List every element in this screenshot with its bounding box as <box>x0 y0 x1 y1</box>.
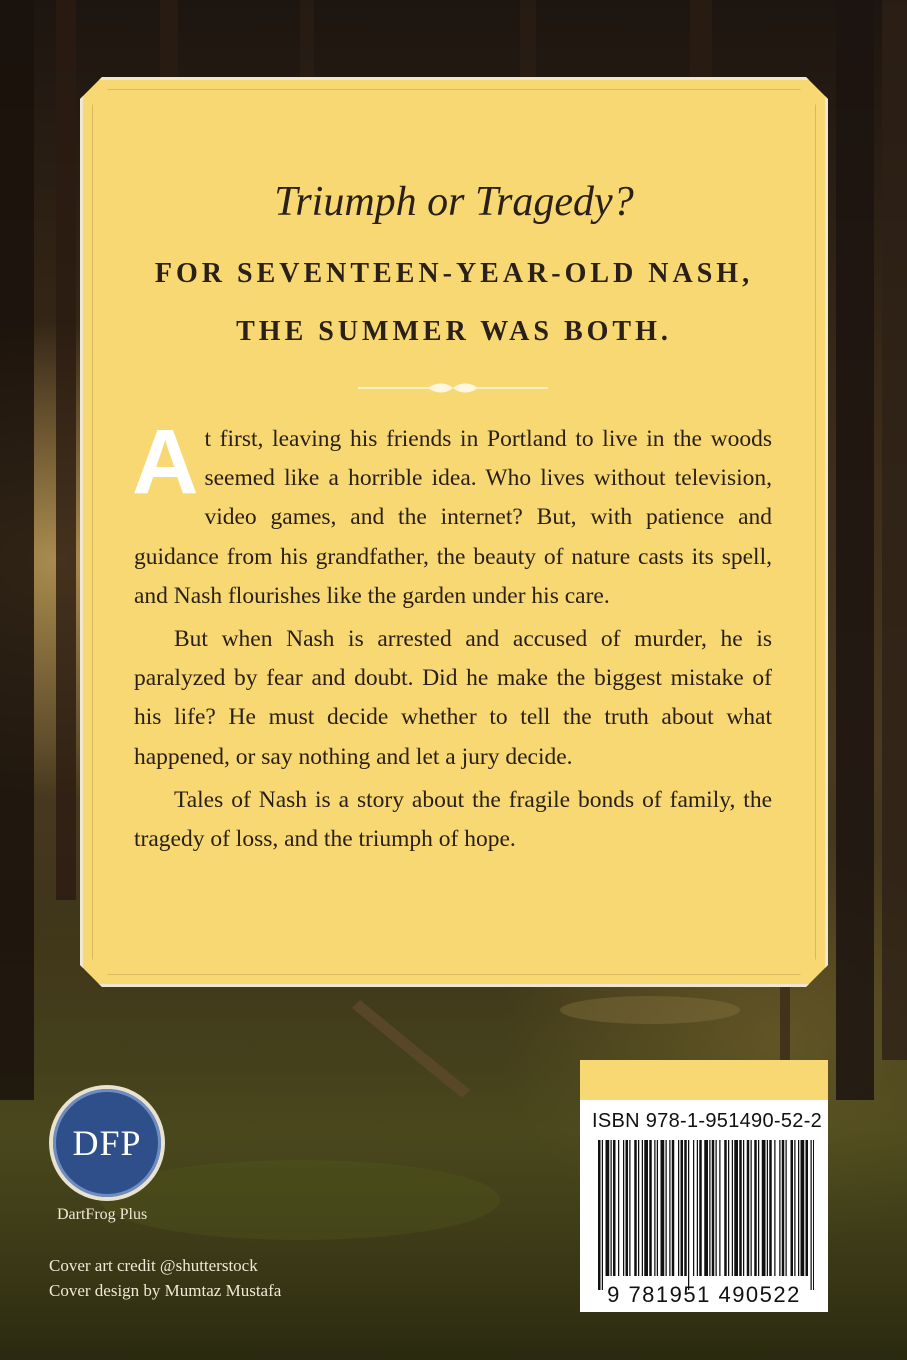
subtitle-line-1: FOR SEVENTEEN-YEAR-OLD NASH, <box>154 258 754 289</box>
divider-ornament <box>358 378 548 398</box>
barcode-box <box>580 1060 828 1312</box>
barcode-bar <box>688 1140 689 1290</box>
barcode-bar <box>629 1140 630 1276</box>
barcode-bar <box>602 1140 603 1290</box>
barcode-bar <box>654 1140 655 1276</box>
cover-art-credit: Cover art credit @shutterstock <box>49 1256 258 1275</box>
barcode-bar <box>657 1140 658 1276</box>
barcode-bar <box>743 1140 744 1276</box>
barcode-bar <box>678 1140 679 1276</box>
barcode-bar <box>791 1140 794 1276</box>
barcode-bar <box>672 1140 675 1276</box>
barcode-bar <box>693 1140 694 1276</box>
blurb-paragraph-2: But when Nash is arrested and accused of murder, he is paralyzed by fear and doubt. Did he make the biggest mistake of his life? He must decide whether to tell the truth about what happened, or say nothing and let a jury decide. <box>134 626 772 770</box>
barcode-bar <box>739 1140 742 1276</box>
barcode-bar <box>666 1140 667 1276</box>
blurb-paragraph-3: Tales of Nash is a story about the fragile bonds of family, the tragedy of loss, and the triumph of hope. <box>134 786 772 853</box>
blurb-text <box>132 411 772 859</box>
barcode-bar <box>623 1140 624 1276</box>
barcode-bar <box>709 1140 710 1276</box>
publisher-logo <box>49 1085 165 1201</box>
barcode-bar <box>813 1140 814 1290</box>
barcode-bar <box>747 1140 750 1276</box>
barcode-bar <box>669 1140 670 1276</box>
publisher-name: DartFrog Plus <box>57 1206 148 1223</box>
drop-cap: A <box>132 411 199 513</box>
barcode-bar <box>634 1140 637 1276</box>
barcode-bar <box>638 1140 639 1276</box>
barcode-bar <box>794 1140 795 1276</box>
publisher-logo-text: DFP <box>72 1123 142 1163</box>
barcode-bar <box>801 1140 805 1276</box>
barcode-bar <box>613 1140 616 1276</box>
barcode-bar <box>734 1140 738 1276</box>
barcode-bar <box>626 1140 629 1276</box>
barcode-bar <box>762 1140 766 1276</box>
barcode-bar <box>751 1140 752 1276</box>
isbn-label: ISBN 978-1-951490-52-2 <box>592 1110 823 1132</box>
barcode-bar <box>767 1140 768 1276</box>
barcode-bar <box>754 1140 757 1276</box>
barcode-bar <box>644 1140 648 1276</box>
barcode-bar <box>642 1140 643 1276</box>
isbn-digits: 9 781951 490522 <box>607 1282 801 1307</box>
blurb-paragraph-1 <box>132 411 772 616</box>
barcode-bar <box>618 1140 619 1276</box>
barcode-bar <box>758 1140 759 1276</box>
barcode-bar <box>806 1140 809 1276</box>
barcode-bar <box>774 1140 775 1276</box>
barcode-bar <box>779 1140 780 1276</box>
subtitle-line-2: THE SUMMER WAS BOTH. <box>236 316 672 347</box>
barcode-bar <box>798 1140 799 1276</box>
barcode-bar <box>728 1140 729 1276</box>
barcode-bar <box>649 1140 652 1276</box>
cover-design-credit: Cover design by Mumtaz Mustafa <box>49 1281 282 1300</box>
barcode-bar <box>699 1140 702 1276</box>
barcode-bar <box>782 1140 785 1276</box>
barcode-bar <box>598 1140 601 1290</box>
barcode-bar <box>681 1140 684 1276</box>
barcode-bar <box>786 1140 787 1276</box>
barcode-bar <box>719 1140 720 1276</box>
barcode-bar <box>684 1140 687 1276</box>
barcode-bar <box>697 1140 698 1276</box>
barcode-bar <box>611 1140 612 1276</box>
barcode-bar <box>661 1140 665 1276</box>
publisher-logo-badge <box>53 1089 161 1197</box>
barcode-bar <box>712 1140 715 1276</box>
blurb-paragraph-1-text: t first, leaving his friends in Portland to live in the woods seemed like a horrible idea. Who lives without television, video games, and the internet? But, with patience and guidance from his grandfather, the beauty of nature casts its spell, and Nash flourishes like the garden under his care. <box>134 426 772 609</box>
barcode-bar <box>769 1140 772 1276</box>
barcode-bar <box>716 1140 717 1276</box>
barcode-bar <box>732 1140 733 1276</box>
tagline: Triumph or Tragedy? <box>274 179 634 225</box>
barcode-bars <box>598 1140 814 1290</box>
barcode-bar <box>704 1140 708 1276</box>
barcode-band <box>580 1060 828 1100</box>
barcode-bar <box>724 1140 727 1276</box>
barcode-bar <box>606 1140 610 1276</box>
barcode-bar <box>811 1140 812 1290</box>
